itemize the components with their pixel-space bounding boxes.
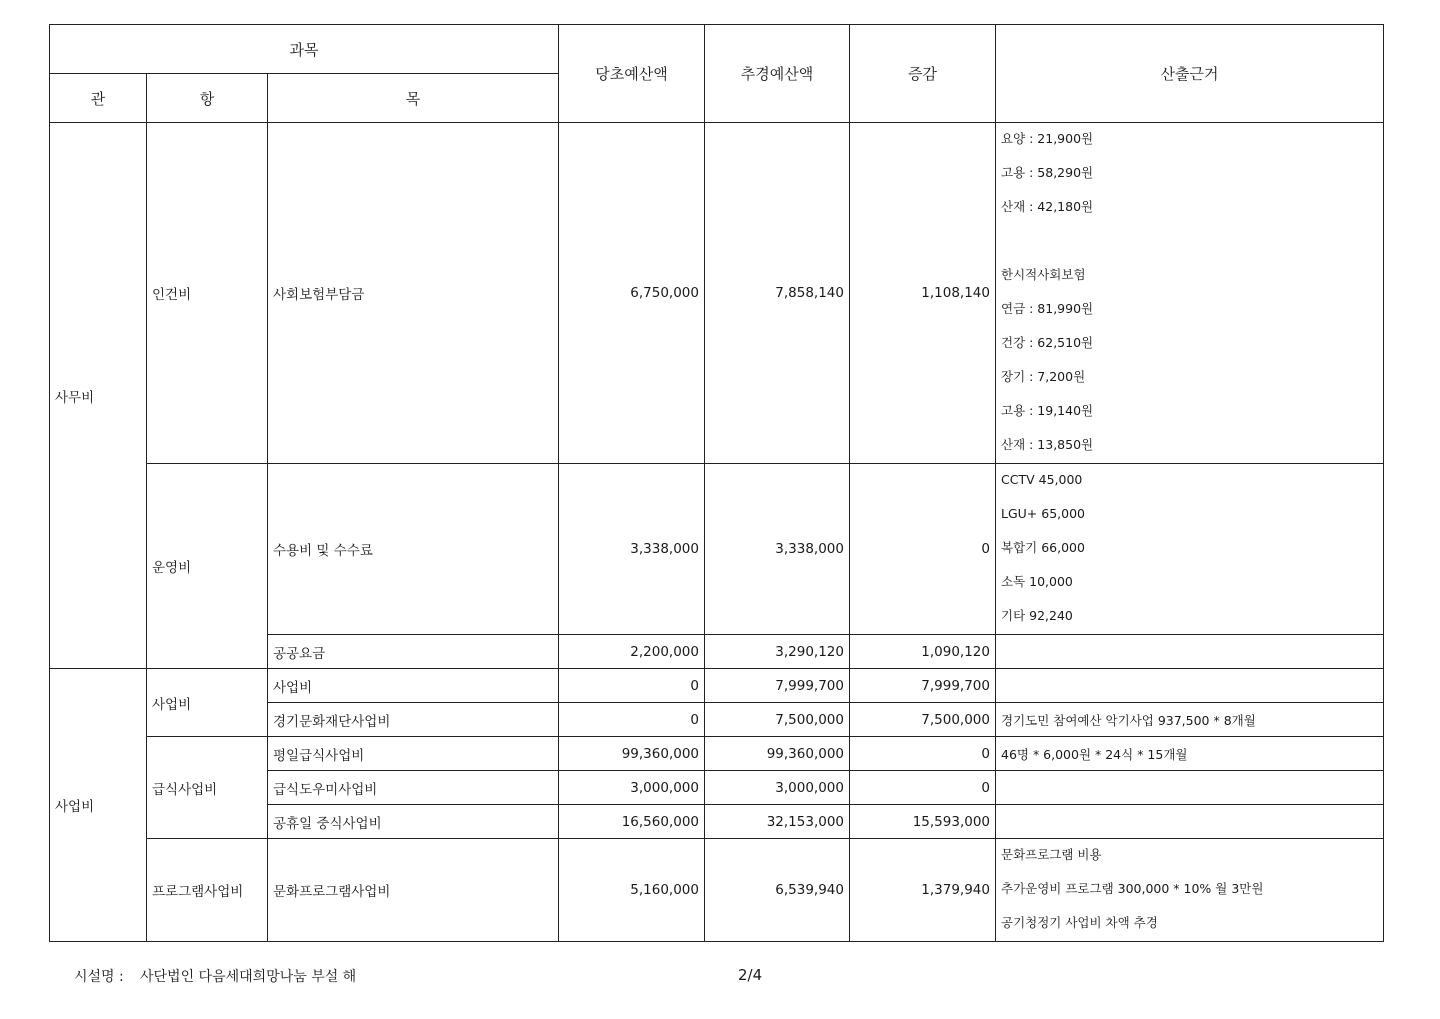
revised-amount: 32,153,000 — [705, 805, 850, 839]
table-row — [50, 464, 1384, 635]
facility-label: 시설명 : — [74, 969, 124, 985]
basis-line: 한시적사회보험 — [1001, 267, 1086, 282]
basis-line: LGU+ 65,000 — [1001, 506, 1085, 521]
original-amount: 5,160,000 — [559, 839, 705, 942]
basis-line: 복합기 66,000 — [1001, 540, 1085, 555]
original-amount: 99,360,000 — [559, 737, 705, 771]
group-personnel: 인건비 — [147, 123, 268, 464]
basis-notes — [996, 123, 1384, 464]
basis-line: 고용 : 58,290원 — [1001, 165, 1094, 180]
table-row — [50, 123, 1384, 464]
change-amount: 0 — [850, 771, 996, 805]
revised-amount: 3,290,120 — [705, 635, 850, 669]
original-amount: 6,750,000 — [559, 123, 705, 464]
item-name: 문화프로그램사업비 — [268, 839, 559, 942]
basis-line: 장기 : 7,200원 — [1001, 369, 1086, 384]
change-amount: 15,593,000 — [850, 805, 996, 839]
change-amount: 1,090,120 — [850, 635, 996, 669]
change-amount: 1,108,140 — [850, 123, 996, 464]
table-row — [50, 737, 1384, 771]
basis-note: 46명 * 6,000원 * 24식 * 15개월 — [996, 737, 1384, 771]
revised-amount: 6,539,940 — [705, 839, 850, 942]
basis-line: 산재 : 13,850원 — [1001, 437, 1094, 452]
change-amount: 1,379,940 — [850, 839, 996, 942]
item-name: 공공요금 — [268, 635, 559, 669]
item-name: 급식도우미사업비 — [268, 771, 559, 805]
header-mok: 목 — [268, 74, 559, 123]
item-name: 수용비 및 수수료 — [268, 464, 559, 635]
basis-note — [996, 771, 1384, 805]
table-row — [50, 839, 1384, 942]
revised-amount: 3,338,000 — [705, 464, 850, 635]
item-name: 공휴일 중식사업비 — [268, 805, 559, 839]
basis-line: 추가운영비 프로그램 300,000 * 10% 월 3만원 — [1001, 881, 1264, 896]
original-amount: 2,200,000 — [559, 635, 705, 669]
basis-note: 경기도민 참여예산 악기사업 937,500 * 8개월 — [996, 703, 1384, 737]
basis-line: 기타 92,240 — [1001, 608, 1073, 623]
change-amount: 0 — [850, 737, 996, 771]
basis-line — [1001, 225, 1378, 259]
original-amount: 0 — [559, 703, 705, 737]
header-original-budget: 당초예산액 — [559, 25, 705, 123]
header-hang: 항 — [147, 74, 268, 123]
change-amount: 7,999,700 — [850, 669, 996, 703]
section-office: 사무비 — [50, 123, 147, 669]
item-name: 평일급식사업비 — [268, 737, 559, 771]
basis-line: CCTV 45,000 — [1001, 472, 1083, 487]
basis-line: 산재 : 42,180원 — [1001, 199, 1094, 214]
item-name: 사업비 — [268, 669, 559, 703]
original-amount: 16,560,000 — [559, 805, 705, 839]
group-meal: 급식사업비 — [147, 737, 268, 839]
basis-note — [996, 669, 1384, 703]
revised-amount: 7,858,140 — [705, 123, 850, 464]
group-program: 프로그램사업비 — [147, 839, 268, 942]
item-name: 경기문화재단사업비 — [268, 703, 559, 737]
group-bizcost: 사업비 — [147, 669, 268, 737]
basis-note — [996, 635, 1384, 669]
header-change: 증감 — [850, 25, 996, 123]
basis-note — [996, 805, 1384, 839]
basis-line: 요양 : 21,900원 — [1001, 131, 1094, 146]
basis-line: 연금 : 81,990원 — [1001, 301, 1094, 316]
change-amount: 7,500,000 — [850, 703, 996, 737]
item-name: 사회보험부담금 — [268, 123, 559, 464]
basis-notes — [996, 464, 1384, 635]
basis-line: 건강 : 62,510원 — [1001, 335, 1094, 350]
group-operation: 운영비 — [147, 464, 268, 669]
revised-amount: 7,500,000 — [705, 703, 850, 737]
section-business: 사업비 — [50, 669, 147, 942]
budget-table — [49, 24, 1384, 942]
header-subject: 과목 — [50, 25, 559, 74]
original-amount: 3,338,000 — [559, 464, 705, 635]
revised-amount: 3,000,000 — [705, 771, 850, 805]
table-row — [50, 669, 1384, 703]
basis-line: 고용 : 19,140원 — [1001, 403, 1094, 418]
basis-line: 소독 10,000 — [1001, 574, 1073, 589]
page-number: 2/4 — [738, 966, 763, 984]
header-gwan: 관 — [50, 74, 147, 123]
header-revised-budget: 추경예산액 — [705, 25, 850, 123]
basis-line: 공기청정기 사업비 차액 추경 — [1001, 915, 1158, 930]
basis-line: 문화프로그램 비용 — [1001, 847, 1102, 862]
original-amount: 0 — [559, 669, 705, 703]
revised-amount: 99,360,000 — [705, 737, 850, 771]
facility-name: 사단법인 다음세대희망나눔 부설 해 — [140, 969, 357, 985]
basis-notes — [996, 839, 1384, 942]
original-amount: 3,000,000 — [559, 771, 705, 805]
revised-amount: 7,999,700 — [705, 669, 850, 703]
change-amount: 0 — [850, 464, 996, 635]
header-basis: 산출근거 — [996, 25, 1384, 123]
header-row-1 — [50, 25, 1384, 74]
